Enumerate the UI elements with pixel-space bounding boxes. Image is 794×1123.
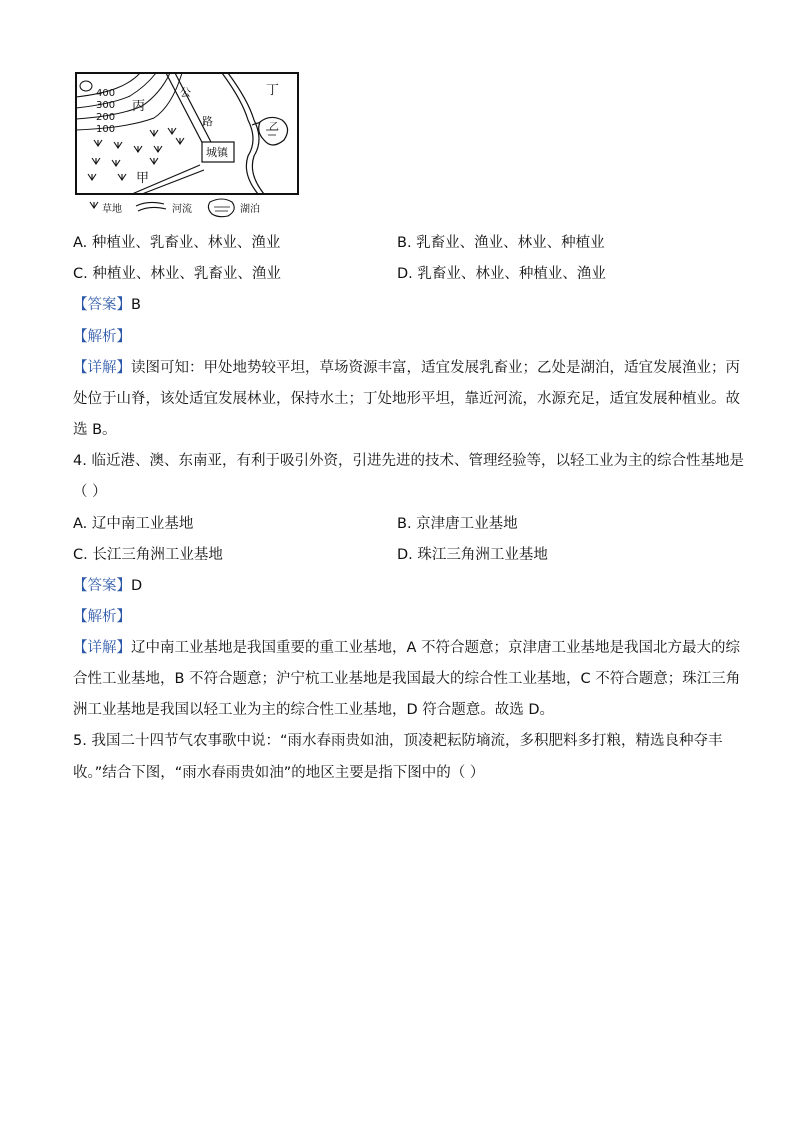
map-legend — [90, 199, 260, 217]
q3-detail-line-2: 处位于山脊，该处适宜发展林业，保持水土；丁处地形平坦，靠近河流，水源充足，适宜发展种植业。故 — [73, 391, 740, 407]
q4-analysis-tag: 【解析】 — [73, 609, 131, 625]
label-yi: 乙 — [269, 122, 279, 133]
legend-lake: 湖泊 — [240, 204, 260, 215]
q4-option-a[interactable]: A. 辽中南工业基地 — [73, 516, 194, 532]
q4-detail-text-1: 辽中南工业基地是我国重要的重工业基地，A 不符合题意；京津唐工业基地是我国北方最大的综 — [131, 640, 741, 656]
road-label-2: 路 — [202, 115, 213, 128]
q4-stem-line-2: （ ） — [73, 484, 107, 500]
q4-detail-line-1 — [73, 638, 740, 658]
label-ding: 丁 — [266, 83, 280, 98]
q5-stem-line-2: 收。”结合下图，“雨水春雨贵如油”的地区主要是指下图中的（ ） — [73, 765, 485, 781]
legend-grass: 草地 — [102, 204, 122, 215]
q3-option-d[interactable]: D. 乳畜业、林业、种植业、渔业 — [397, 266, 606, 282]
q3-answer-line — [73, 295, 141, 315]
q4-option-c[interactable]: C. 长江三角洲工业基地 — [73, 547, 223, 563]
q3-answer-value: B — [131, 297, 141, 313]
q3-detail-line-3: 选 B。 — [73, 422, 117, 438]
q3-detail-text-1: 读图可知：甲处地势较平坦，草场资源丰富，适宜发展乳畜业；乙处是湖泊，适宜发展渔业；丙 — [131, 360, 740, 376]
q3-option-b[interactable]: B. 乳畜业、渔业、林业、种植业 — [397, 235, 605, 251]
q4-detail-line-3: 洲工业基地是我国以轻工业为主的综合性工业基地，D 符合题意。故选 D。 — [73, 702, 555, 718]
q3-analysis-tag: 【解析】 — [73, 329, 131, 345]
contour-label-300: 300 — [96, 100, 116, 111]
q4-stem-line-1: 4. 临近港、澳、东南亚，有利于吸引外资，引进先进的技术、管理经验等，以轻工业为主的综合性基地是 — [73, 453, 744, 469]
detail-tag: 【详解】 — [73, 360, 131, 376]
q5-stem-line-1: 5. 我国二十四节气农事歌中说：“雨水春雨贵如油，顶凌耙耘防墒流，多积肥料多打粮，精选良种夺丰 — [73, 733, 723, 749]
answer-tag: 【答案】 — [73, 297, 131, 313]
q3-detail-line-1 — [73, 358, 740, 378]
q3-option-a[interactable]: A. 种植业、乳畜业、林业、渔业 — [73, 235, 281, 251]
label-jia: 甲 — [136, 171, 150, 186]
q4-answer-value: D — [131, 578, 143, 594]
q4-option-b[interactable]: B. 京津唐工业基地 — [397, 516, 518, 532]
contour-label-200: 200 — [96, 112, 116, 123]
town-label: 城镇 — [206, 146, 228, 159]
legend-river: 河流 — [172, 204, 192, 215]
detail-tag: 【详解】 — [73, 640, 131, 656]
q3-option-c[interactable]: C. 种植业、林业、乳畜业、渔业 — [73, 266, 281, 282]
q4-option-d[interactable]: D. 珠江三角洲工业基地 — [397, 547, 548, 563]
q4-answer-line — [73, 576, 142, 596]
contour-label-100: 100 — [96, 124, 116, 135]
answer-tag: 【答案】 — [73, 578, 131, 594]
label-bing: 丙 — [132, 99, 146, 114]
road-label-1: 公 — [180, 86, 191, 99]
contour-label-400: 400 — [96, 88, 116, 99]
question-map-figure — [72, 70, 302, 222]
q4-detail-line-2: 合性工业基地，B 不符合题意；沪宁杭工业基地是我国最大的综合性工业基地，C 不符合题意；珠江三角 — [73, 671, 741, 687]
contour-lines — [76, 73, 182, 130]
